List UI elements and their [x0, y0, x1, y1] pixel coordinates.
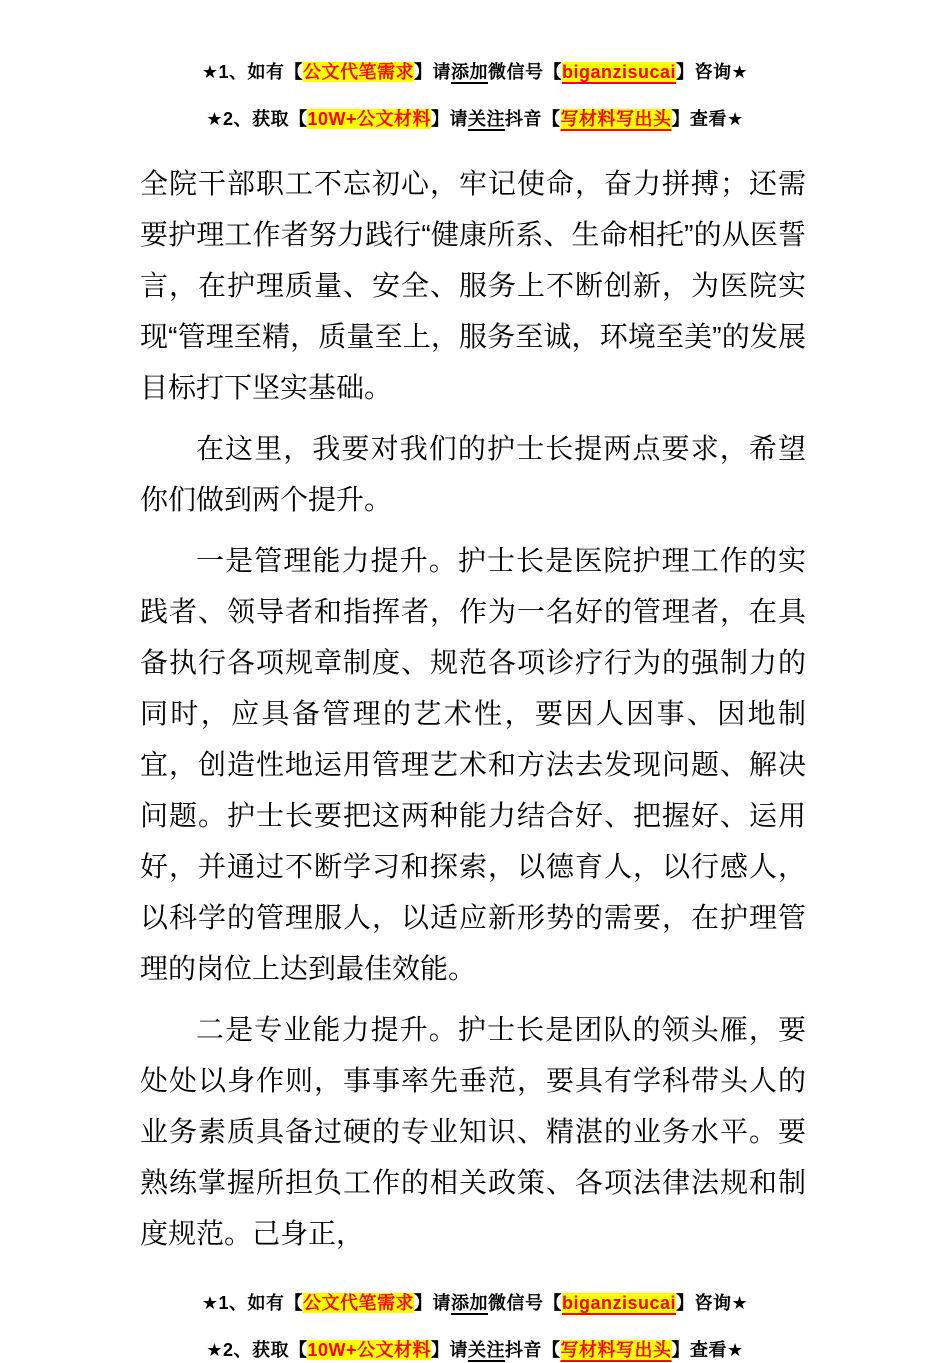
promo-line-1	[0, 1291, 950, 1316]
promo-mid-text: 】请	[431, 109, 469, 129]
promo-banner-bottom	[0, 1291, 950, 1363]
underline-guanzhu: 关注	[468, 109, 506, 129]
underline-tianjia: 添加	[450, 1293, 488, 1313]
promo-prefix-text: ★2、获取【	[206, 109, 308, 129]
promo-wechat-label: 微信号【	[487, 1293, 562, 1313]
promo-suffix-text: 】查看★	[671, 109, 744, 129]
highlight-wechat-id: biganzisucai	[561, 62, 677, 82]
promo-suffix-text: 】咨询★	[676, 1293, 749, 1313]
highlight-gongwen-cailiao: 10W+公文材料	[307, 109, 432, 129]
document-body	[140, 158, 806, 1259]
promo-banner-top	[0, 0, 950, 132]
underline-tianjia: 添加	[450, 62, 488, 82]
highlight-douyin-account: 写材料写出头	[560, 109, 672, 129]
promo-wechat-label: 微信号【	[487, 62, 562, 82]
promo-suffix-text: 】咨询★	[676, 62, 749, 82]
highlight-gongwen-daibi-xuqiu: 公文代笔需求	[302, 1293, 414, 1313]
promo-douyin-label: 抖音【	[505, 109, 561, 129]
promo-suffix-text: 】查看★	[671, 1340, 744, 1360]
highlight-douyin-account: 写材料写出头	[560, 1340, 672, 1360]
promo-line-2	[0, 107, 950, 132]
promo-prefix-text: ★1、如有【	[201, 62, 303, 82]
paragraph-2: 在这里，我要对我们的护士长提两点要求，希望你们做到两个提升。	[140, 433, 806, 515]
highlight-gongwen-cailiao: 10W+公文材料	[307, 1340, 432, 1360]
promo-mid-text: 】请	[413, 62, 451, 82]
highlight-wechat-id: biganzisucai	[561, 1293, 677, 1313]
promo-prefix-text: ★1、如有【	[201, 1293, 303, 1313]
underline-guanzhu: 关注	[468, 1340, 506, 1360]
paragraph-4: 二是专业能力提升。护士长是团队的领头雁，要处处以身作则，事事率先垂范，要具有学科带头人的业务素质具备过硬的专业知识、精湛的业务水平。要熟练掌握所担负工作的相关政策、各项法律法规和制度规范。己身正，	[140, 1014, 806, 1249]
promo-mid-text: 】请	[431, 1340, 469, 1360]
promo-mid-text: 】请	[413, 1293, 451, 1313]
highlight-gongwen-daibi-xuqiu: 公文代笔需求	[302, 62, 414, 82]
promo-line-1	[0, 60, 950, 85]
paragraph-1: 全院干部职工不忘初心，牢记使命，奋力拼搏；还需要护理工作者努力践行“健康所系、生命相托”的从医誓言，在护理质量、安全、服务上不断创新，为医院实现“管理至精，质量至上，服务至诚，环境至美”的发展目标打下坚实基础。	[140, 168, 806, 403]
promo-prefix-text: ★2、获取【	[206, 1340, 308, 1360]
promo-line-2	[0, 1338, 950, 1363]
paragraph-3: 一是管理能力提升。护士长是医院护理工作的实践者、领导者和指挥者，作为一名好的管理者，在具备执行各项规章制度、规范各项诊疗行为的强制力的同时，应具备管理的艺术性，要因人因事、因地制宜，创造性地运用管理艺术和方法去发现问题、解决问题。护士长要把这两种能力结合好、把握好、运用好，并通过不断学习和探索，以德育人，以行感人，以科学的管理服人，以适应新形势的需要，在护理管理的岗位上达到最佳效能。	[140, 545, 806, 984]
promo-douyin-label: 抖音【	[505, 1340, 561, 1360]
